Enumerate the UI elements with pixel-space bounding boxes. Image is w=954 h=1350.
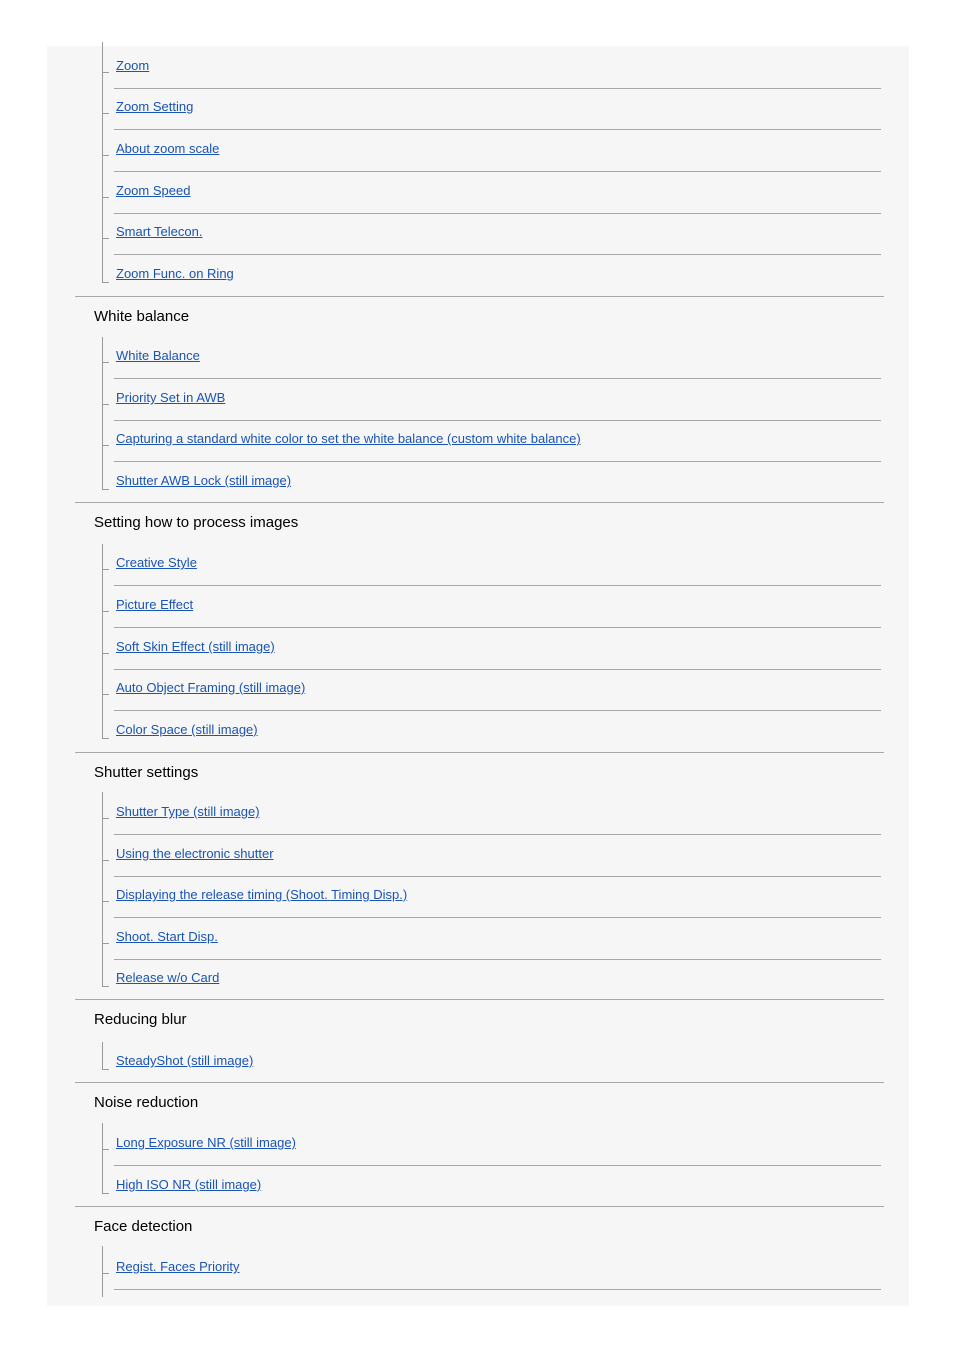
topic-link[interactable]: High ISO NR (still image): [116, 1177, 262, 1192]
item-divider: [114, 959, 881, 960]
tree-branch: [103, 1273, 109, 1274]
tree-branch: [103, 653, 109, 654]
section-divider: [75, 502, 884, 503]
topic-link[interactable]: Zoom: [116, 58, 150, 73]
tree-branch: [103, 238, 109, 239]
topic-link[interactable]: Displaying the release timing (Shoot. Timing Disp.): [116, 887, 408, 902]
group-heading: Shutter settings: [94, 764, 199, 781]
section-divider: [75, 1206, 884, 1207]
tree-connector: [102, 544, 103, 739]
topic-link[interactable]: Long Exposure NR (still image): [116, 1135, 296, 1150]
tree-connector: [102, 1246, 103, 1297]
content-panel: [47, 46, 909, 1306]
topic-link[interactable]: Smart Telecon.: [116, 224, 203, 239]
tree-connector: [102, 42, 103, 283]
tree-branch: [103, 818, 109, 819]
topic-link[interactable]: White Balance: [116, 348, 200, 363]
tree-branch: [103, 694, 109, 695]
tree-branch: [103, 72, 109, 73]
topic-list: [47, 46, 909, 1306]
tree-branch: [103, 986, 109, 987]
tree-branch: [103, 155, 109, 156]
item-divider: [114, 917, 881, 918]
tree-branch: [103, 1193, 109, 1194]
topic-link[interactable]: Regist. Faces Priority: [116, 1259, 240, 1274]
topic-link[interactable]: SteadyShot (still image): [116, 1053, 254, 1068]
item-divider: [114, 420, 881, 421]
topic-link[interactable]: Zoom Setting: [116, 99, 194, 114]
topic-link[interactable]: Shoot. Start Disp.: [116, 929, 218, 944]
tree-branch: [103, 569, 109, 570]
group-heading: Setting how to process images: [94, 514, 299, 531]
tree-branch: [103, 445, 109, 446]
group-heading: Noise reduction: [94, 1094, 199, 1111]
tree-branch: [103, 282, 109, 283]
item-divider: [114, 129, 881, 130]
item-divider: [114, 834, 881, 835]
topic-link[interactable]: Auto Object Framing (still image): [116, 680, 306, 695]
tree-branch: [103, 489, 109, 490]
item-divider: [114, 88, 881, 89]
topic-link[interactable]: Creative Style: [116, 555, 197, 570]
topic-link[interactable]: Priority Set in AWB: [116, 390, 226, 405]
item-divider: [114, 254, 881, 255]
item-divider: [114, 1289, 881, 1290]
topic-link[interactable]: Using the electronic shutter: [116, 846, 274, 861]
tree-branch: [103, 611, 109, 612]
tree-connector: [102, 1123, 103, 1194]
tree-branch: [103, 943, 109, 944]
section-divider: [75, 999, 884, 1000]
tree-branch: [103, 362, 109, 363]
topic-link[interactable]: Release w/o Card: [116, 970, 220, 985]
tree-branch: [103, 901, 109, 902]
group-heading: Face detection: [94, 1218, 193, 1235]
item-divider: [114, 585, 881, 586]
section-divider: [75, 296, 884, 297]
tree-branch: [103, 738, 109, 739]
item-divider: [114, 1165, 881, 1166]
topic-link[interactable]: Soft Skin Effect (still image): [116, 639, 275, 654]
item-divider: [114, 461, 881, 462]
tree-branch: [103, 860, 109, 861]
tree-connector: [102, 792, 103, 987]
tree-branch: [103, 404, 109, 405]
topic-link[interactable]: Shutter AWB Lock (still image): [116, 473, 292, 488]
topic-link[interactable]: Picture Effect: [116, 597, 194, 612]
item-divider: [114, 669, 881, 670]
tree-branch: [103, 1149, 109, 1150]
item-divider: [114, 876, 881, 877]
section-divider: [75, 752, 884, 753]
item-divider: [114, 171, 881, 172]
topic-link[interactable]: Color Space (still image): [116, 722, 258, 737]
item-divider: [114, 378, 881, 379]
tree-connector: [102, 337, 103, 490]
group-heading: White balance: [94, 308, 190, 325]
tree-branch: [103, 113, 109, 114]
topic-link[interactable]: Zoom Speed: [116, 183, 191, 198]
item-divider: [114, 710, 881, 711]
topic-link[interactable]: Zoom Func. on Ring: [116, 266, 234, 281]
item-divider: [114, 213, 881, 214]
tree-branch: [103, 1069, 109, 1070]
tree-connector: [102, 1042, 103, 1070]
topic-link[interactable]: About zoom scale: [116, 141, 220, 156]
section-divider: [75, 1082, 884, 1083]
tree-branch: [103, 197, 109, 198]
topic-link[interactable]: Capturing a standard white color to set the white balance (custom white balance): [116, 431, 581, 446]
group-heading: Reducing blur: [94, 1011, 187, 1028]
item-divider: [114, 627, 881, 628]
topic-link[interactable]: Shutter Type (still image): [116, 804, 260, 819]
